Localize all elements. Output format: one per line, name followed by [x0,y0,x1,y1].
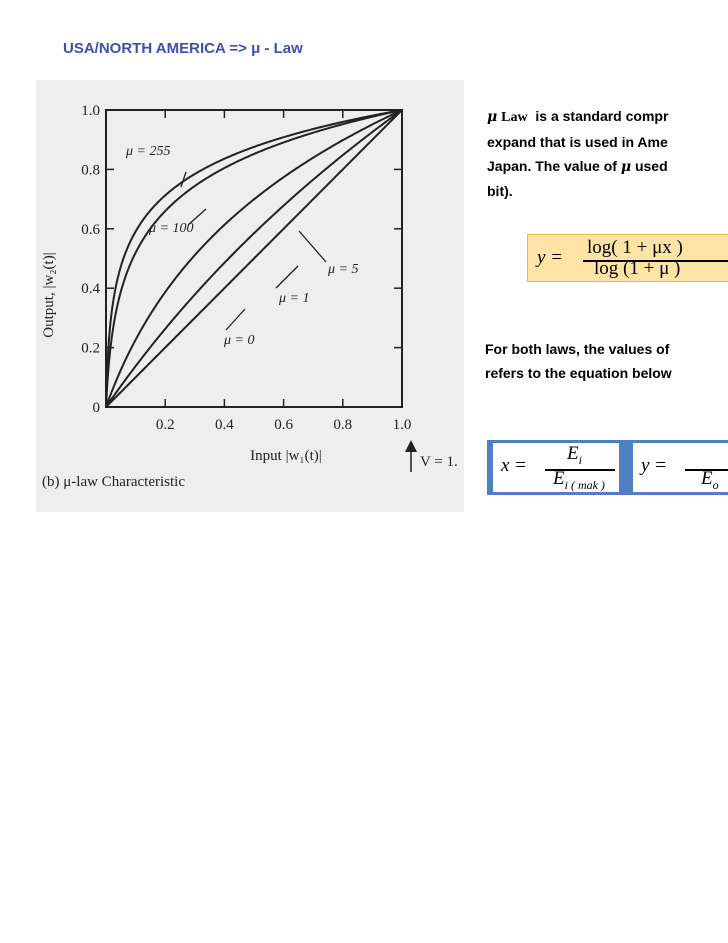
desc-text-1: is a standard compr [527,108,669,124]
curve-label-leader [226,309,245,330]
y-tick-label: 0.8 [81,162,100,179]
x-tick-label: 1.0 [392,417,412,433]
curve-label-leader [299,231,326,262]
x-tick-label: 0.6 [274,417,293,433]
mu-law-chart [36,80,464,512]
x-equation [493,443,619,492]
desc-line-3 [487,154,728,179]
curve-label: μ = 255 [126,144,171,159]
note-line-1: For both laws, the values of [485,341,670,357]
law-word: Law [501,110,528,125]
y-eq-denominator: $E_o$ [701,468,719,492]
x-axis-label: Input |w₁(t)| [250,448,322,464]
curve-label: μ = 0 [224,333,255,348]
y-eq-lhs: y = [641,455,668,476]
x-tick-label: 0.2 [155,417,175,433]
desc-line-1 [487,104,728,130]
figure-caption: (b) μ-law Characteristic [42,474,185,490]
y-axis-label: Output, |w₂(t)| [41,252,57,338]
x-eq-numerator: $E_i$ [567,443,582,467]
y-tick-label: 0.4 [81,281,100,298]
desc-line-4: bit). [487,183,513,199]
page-title: USA/NORTH AMERICA => μ - Law [63,40,303,57]
y-tick-label: 0.6 [81,221,100,238]
both-laws-note [485,337,728,385]
y-tick-label: 1.0 [81,103,100,119]
curve-label-leader [276,266,298,288]
desc-text-3a: Japan. The value of [487,158,621,174]
formula-numerator: log( 1 + μx ) [587,237,683,258]
mu-law-formula [527,234,728,282]
normalization-equations [487,440,728,495]
formula-denominator: log (1 + μ ) [594,258,681,279]
desc-text-3b: used [631,158,668,174]
v-marker-label: V = 1. [420,454,458,470]
x-tick-label: 0.4 [215,417,234,433]
x-eq-lhs: x = [501,455,528,476]
x-eq-denominator: $E_{i ( mak )}$ [553,468,605,492]
formula-lhs: y = [537,247,564,268]
mu-law-figure [36,80,464,512]
x-tick-label: 0.8 [333,417,353,433]
curve-label: μ = 5 [328,262,359,277]
v-marker-arrowhead [405,440,417,452]
mu-law-description [487,104,728,203]
y-tick-label: 0 [92,400,100,416]
curve-label: μ = 1 [279,291,310,306]
desc-line-2: expand that is used in Ame [487,134,668,150]
y-equation [633,443,728,492]
mu-symbol: μ [487,109,498,125]
note-line-2: refers to the equation below [485,365,672,381]
y-tick-label: 0.2 [81,340,100,357]
mu-symbol-2: μ [620,159,632,175]
curve-label: μ = 100 [149,221,194,236]
